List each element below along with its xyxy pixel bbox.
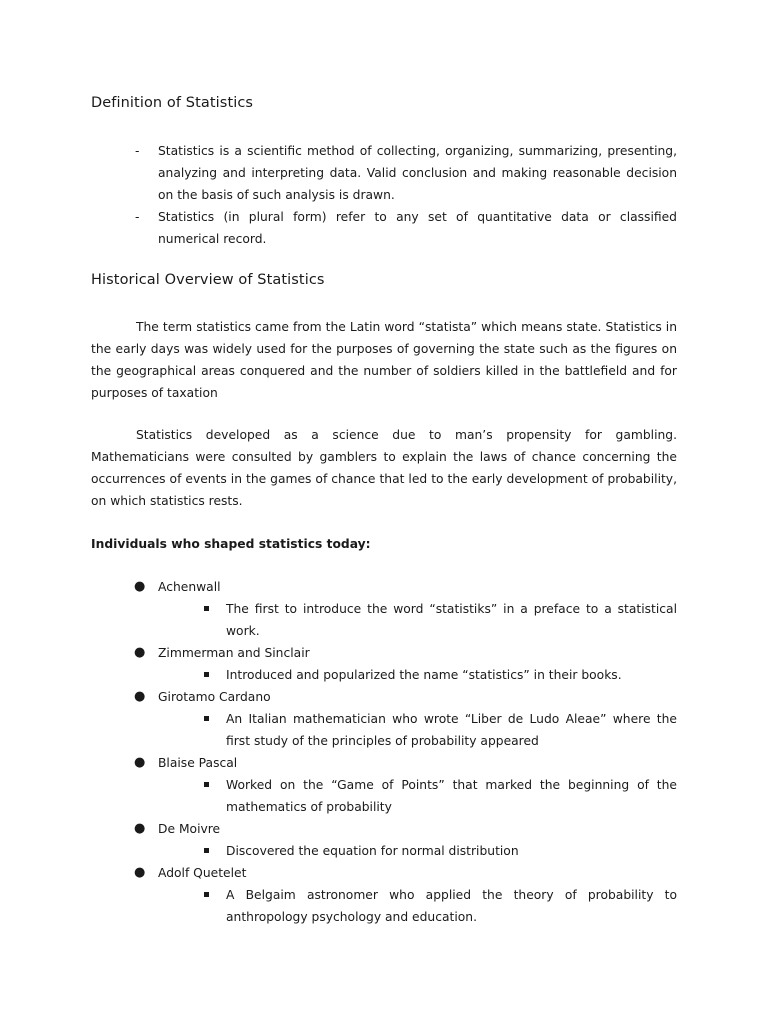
person-name-row xyxy=(91,642,677,664)
person-detail-text: Worked on the “Game of Points” that marked the beginning of the mathematics of probability xyxy=(226,778,677,814)
person-name: Adolf Quetelet xyxy=(158,866,247,880)
person-details xyxy=(91,840,677,862)
definition-item xyxy=(91,206,677,250)
person-name: De Moivre xyxy=(158,822,221,836)
person-details xyxy=(91,664,677,686)
person-detail-text: The first to introduce the word “statistiks” in a preface to a statistical work. xyxy=(226,602,677,638)
round-bullet-icon: ● xyxy=(134,579,146,594)
square-bullet-icon xyxy=(204,848,209,853)
individuals-heading: Individuals who shaped statistics today: xyxy=(91,537,371,551)
definition-heading: Definition of Statistics xyxy=(91,95,254,111)
person-name-row xyxy=(91,576,677,598)
round-bullet-icon: ● xyxy=(134,689,146,704)
person-details xyxy=(91,884,677,928)
square-bullet-icon xyxy=(204,606,209,611)
person-detail xyxy=(91,774,677,818)
person-name: Zimmerman and Sinclair xyxy=(158,646,310,660)
person-item xyxy=(91,752,677,818)
person-item xyxy=(91,818,677,862)
person-detail-text: An Italian mathematician who wrote “Liber de Ludo Aleae” where the first study of the principles of probability appeared xyxy=(226,712,677,748)
square-bullet-icon xyxy=(204,716,209,721)
person-detail xyxy=(91,598,677,642)
person-details xyxy=(91,708,677,752)
person-item xyxy=(91,686,677,752)
person-name-row xyxy=(91,862,677,884)
person-name-row xyxy=(91,686,677,708)
person-detail-text: A Belgaim astronomer who applied the theory of probability to anthropology psychology and education. xyxy=(226,888,677,924)
square-bullet-icon xyxy=(204,672,209,677)
person-item xyxy=(91,862,677,928)
dash-bullet-icon: - xyxy=(135,210,140,224)
round-bullet-icon: ● xyxy=(134,821,146,836)
history-paragraph: Statistics developed as a science due to man’s propensity for gambling. Mathematicians were consulted by gamblers to explain the laws of chance concerning the occurrences of events in the games of chance that led to the early development of probability, on which statistics rests. xyxy=(91,428,677,508)
individuals-list xyxy=(91,576,677,928)
dash-bullet-icon: - xyxy=(135,144,140,158)
definition-list xyxy=(91,140,677,250)
definition-item-text: Statistics (in plural form) refer to any set of quantitative data or classified numerical record. xyxy=(158,210,677,246)
person-name-row xyxy=(91,818,677,840)
person-details xyxy=(91,598,677,642)
history-paragraph: The term statistics came from the Latin word “statista” which means state. Statistics in the early days was widely used for the purposes of governing the state such as the figures on the geographical areas conquered and the number of soldiers killed in the battlefield and for purposes of taxation xyxy=(91,320,677,400)
person-detail-text: Introduced and popularized the name “statistics” in their books. xyxy=(226,668,622,682)
round-bullet-icon: ● xyxy=(134,645,146,660)
person-name-row xyxy=(91,752,677,774)
person-detail xyxy=(91,840,677,862)
round-bullet-icon: ● xyxy=(134,755,146,770)
person-name: Girotamo Cardano xyxy=(158,690,271,704)
person-detail xyxy=(91,708,677,752)
person-detail-text: Discovered the equation for normal distribution xyxy=(226,844,519,858)
person-item xyxy=(91,576,677,642)
definition-item xyxy=(91,140,677,206)
round-bullet-icon: ● xyxy=(134,865,146,880)
person-name: Achenwall xyxy=(158,580,221,594)
square-bullet-icon xyxy=(204,782,209,787)
person-detail xyxy=(91,884,677,928)
person-detail xyxy=(91,664,677,686)
square-bullet-icon xyxy=(204,892,209,897)
person-details xyxy=(91,774,677,818)
definition-item-text: Statistics is a scientific method of collecting, organizing, summarizing, presenting, analyzing and interpreting data. Valid conclusion and making reasonable decision on the basis of such analysis is drawn. xyxy=(158,144,677,202)
person-name: Blaise Pascal xyxy=(158,756,238,770)
history-heading: Historical Overview of Statistics xyxy=(91,272,325,288)
person-item xyxy=(91,642,677,686)
